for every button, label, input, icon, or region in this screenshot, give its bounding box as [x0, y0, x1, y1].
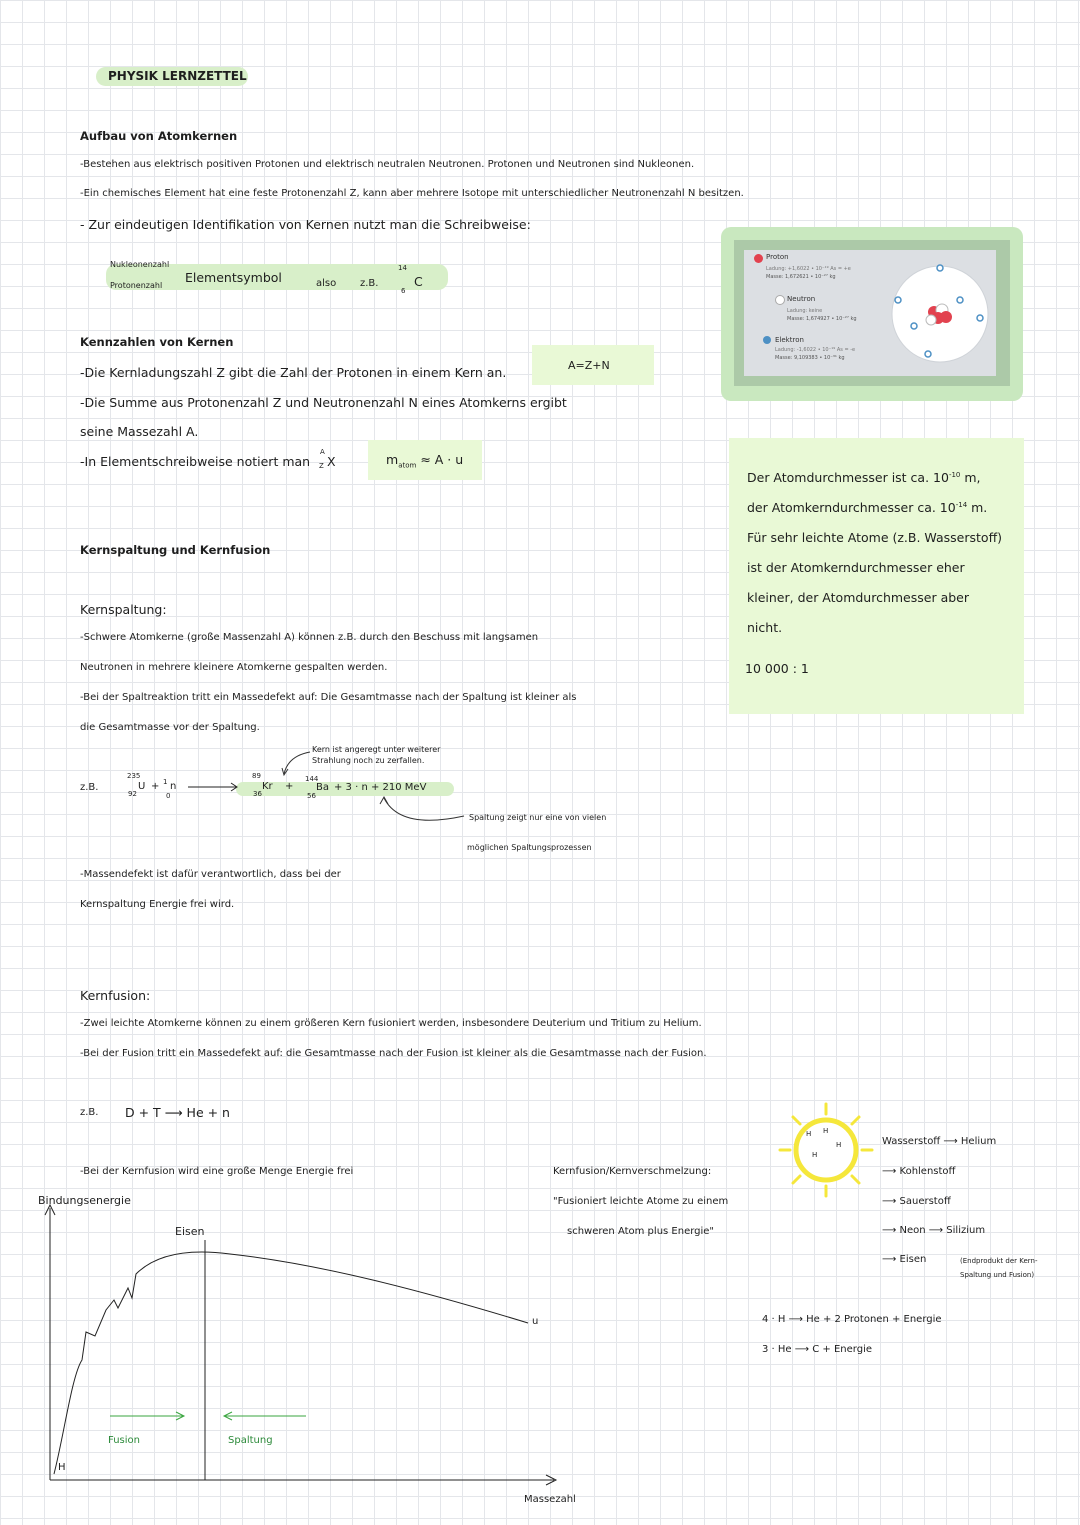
fission-reaction-arrow: [186, 781, 242, 793]
x-atomic-number: Z: [319, 462, 324, 470]
formula-azn: A=Z+N: [568, 359, 610, 372]
label-protonenzahl: Protonenzahl: [110, 281, 163, 290]
side-note-exp-2: -14: [955, 500, 968, 509]
graph-eisen-label: Eisen: [175, 1225, 205, 1238]
proton-title: Proton: [766, 253, 789, 261]
side-note-line-1: Der Atomdurchmesser ist ca. 10: [747, 470, 949, 485]
elektron-masse: Masse: 9,109383 • 10⁻³¹ kg: [775, 355, 845, 361]
side-note-line-3: Für sehr leichte Atome (z.B. Wasserstoff): [747, 530, 1003, 545]
x-symbol: X: [327, 454, 336, 469]
neutron-icon: [775, 295, 785, 305]
krypton-atomic-number: 36: [253, 790, 262, 798]
sun-h-2: H: [823, 1127, 829, 1135]
side-note-unit-1: m,: [960, 470, 981, 485]
massendefekt-line-1: -Massendefekt ist dafür verantwortlich, dass bei der: [80, 869, 341, 880]
carbon-symbol: C: [414, 274, 423, 289]
side-note-line-6: nicht.: [747, 620, 783, 635]
label-elementsymbol: Elementsymbol: [185, 270, 282, 285]
chain-item-5: ⟶ Eisen: [882, 1254, 927, 1265]
fission-annotation-curves: [270, 740, 470, 840]
fusion-definition-title: Kernfusion/Kernverschmelzung:: [553, 1166, 712, 1177]
kennzahlen-line-2: -Die Summe aus Protonenzahl Z und Neutronenzahl N eines Atomkerns ergibt: [80, 395, 567, 410]
side-note-exp-1: -10: [948, 470, 961, 479]
uranium-atomic-number: 92: [128, 790, 137, 798]
aufbau-bullet-1: -Bestehen aus elektrisch positiven Protonen und elektrisch neutralen Neutronen. Protonen und Neutronen sind Nukleonen.: [80, 159, 695, 170]
carbon-atomic-number: 6: [401, 287, 406, 295]
fission-eq-zb: z.B.: [80, 782, 99, 793]
neutron-symbol: n: [170, 781, 177, 792]
graph-spaltung-label: Spaltung: [228, 1435, 273, 1446]
kernfusion-line-2: -Bei der Fusion tritt ein Massedefekt auf: die Gesamtmasse nach der Fusion ist kleiner als die Gesamtmasse nach der Fusion.: [80, 1048, 707, 1059]
chain-item-4: ⟶ Neon ⟶ Silizium: [882, 1225, 986, 1236]
binding-energy-graph: [40, 1200, 570, 1500]
side-note-line-2: der Atomkerndurchmesser ca. 10: [747, 500, 956, 515]
barium-symbol: Ba: [316, 782, 329, 793]
graph-ylabel: Bindungsenergie: [38, 1194, 131, 1207]
fusion-definition-line-2: schweren Atom plus Energie": [567, 1226, 715, 1237]
matom-sub: atom: [398, 461, 417, 470]
kernspaltung-line-3: -Bei der Spaltreaktion tritt ein Massedefekt auf: Die Gesamtmasse nach der Spaltung ist kleiner als: [80, 692, 577, 703]
fusion-eq-zb: z.B.: [80, 1107, 99, 1118]
proton-icon: [754, 254, 763, 263]
eisen-note-1: (Endprodukt der Kern-: [960, 1257, 1038, 1265]
page-title: PHYSIK LERNZETTEL: [108, 69, 247, 83]
aufbau-bullet-3: - Zur eindeutigen Identifikation von Kernen nutzt man die Schreibweise:: [80, 217, 531, 232]
fusion-equation: D + T ⟶ He + n: [125, 1105, 230, 1120]
chain-item-3: ⟶ Sauerstoff: [882, 1196, 951, 1207]
side-note-line-5: kleiner, der Atomdurchmesser aber: [747, 590, 970, 605]
kernspaltung-line-4: die Gesamtmasse vor der Spaltung.: [80, 722, 260, 733]
proton-ladung: Ladung: +1,6022 • 10⁻¹⁹ As = +e: [766, 266, 851, 272]
heading-kennzahlen: Kennzahlen von Kernen: [80, 335, 234, 349]
kernspaltung-line-1: -Schwere Atomkerne (große Massenzahl A) können z.B. durch den Beschuss mit langsamen: [80, 632, 539, 643]
kennzahlen-line-4: -In Elementschreibweise notiert man: [80, 454, 311, 469]
krypton-mass-number: 89: [252, 772, 261, 780]
aufbau-bullet-2: -Ein chemisches Element hat eine feste Protonenzahl Z, kann aber mehrere Isotope mit unterschiedlicher Neutronenzahl N besitzen.: [80, 188, 744, 199]
annotation-bottom-1: Spaltung zeigt nur eine von vielen: [469, 813, 607, 822]
graph-h-label: H: [58, 1462, 66, 1473]
heading-kernspaltung: Kernspaltung:: [80, 602, 167, 617]
elektron-title: Elektron: [775, 336, 804, 344]
side-note-unit-2: m.: [967, 500, 988, 515]
kernfusion-line-1: -Zwei leichte Atomkerne können zu einem größeren Kern fusioniert werden, insbesondere Deuterium und Tritium zu Helium.: [80, 1018, 702, 1029]
graph-xlabel: Massezahl: [524, 1494, 576, 1505]
neutron-title: Neutron: [787, 295, 816, 303]
proton-masse: Masse: 1,672621 • 10⁻²⁷ kg: [766, 274, 836, 280]
neutron-atomic-number: 0: [166, 792, 171, 800]
barium-mass-number: 144: [305, 775, 319, 783]
side-note-line-4: ist der Atomkerndurchmesser eher: [747, 560, 965, 575]
label-zb-carbon: z.B.: [360, 278, 379, 289]
fusion-reaction-2: 3 · He ⟶ C + Energie: [762, 1344, 873, 1355]
annotation-top-2: Strahlung noch zu zerfallen.: [312, 756, 425, 765]
heading-kernfusion: Kernfusion:: [80, 988, 151, 1003]
side-note-ratio: 10 000 : 1: [745, 661, 809, 676]
neutron-ladung: Ladung: keine: [787, 308, 823, 314]
chain-item-2: ⟶ Kohlenstoff: [882, 1166, 956, 1177]
kennzahlen-line-1: -Die Kernladungszahl Z gibt die Zahl der Protonen in einem Kern an.: [80, 365, 507, 380]
neutron-mass-number: 1: [163, 778, 168, 786]
fission-eq-rest: + 3 · n + 210 MeV: [334, 782, 427, 793]
barium-atomic-number: 56: [307, 792, 316, 800]
kernspaltung-line-2: Neutronen in mehrere kleinere Atomkerne gespalten werden.: [80, 662, 388, 673]
krypton-symbol: Kr: [262, 781, 273, 792]
eisen-note-2: Spaltung und Fusion): [960, 1271, 1035, 1279]
sun-h-1: H: [806, 1130, 812, 1138]
electron-icon: [763, 336, 771, 344]
annotation-bottom-2: möglichen Spaltungsprozessen: [467, 843, 592, 852]
neutron-masse: Masse: 1,674927 • 10⁻²⁷ kg: [787, 316, 857, 322]
sun-h-3: H: [836, 1141, 842, 1149]
sun-icon: [776, 1100, 876, 1200]
kernfusion-energie: -Bei der Kernfusion wird eine große Menge Energie frei: [80, 1166, 354, 1177]
atom-orbit-diagram: [884, 256, 996, 372]
chain-item-1: Wasserstoff ⟶ Helium: [882, 1136, 997, 1147]
heading-aufbau: Aufbau von Atomkernen: [80, 129, 238, 143]
elektron-ladung: Ladung: -1,6022 • 10⁻¹⁹ As = -e: [775, 347, 856, 353]
massendefekt-line-2: Kernspaltung Energie frei wird.: [80, 899, 235, 910]
matom-rest: ≈ A · u: [420, 452, 464, 467]
fusion-definition-line-1: "Fusioniert leichte Atome zu einem: [553, 1196, 729, 1207]
label-also: also: [316, 278, 337, 289]
kennzahlen-line-3: seine Massezahl A.: [80, 424, 199, 439]
carbon-mass-number: 14: [398, 264, 407, 272]
fusion-reaction-1: 4 · H ⟶ He + 2 Protonen + Energie: [762, 1314, 942, 1325]
graph-fusion-label: Fusion: [108, 1435, 140, 1446]
sun-h-4: H: [812, 1151, 818, 1159]
matom-m: m: [386, 452, 399, 467]
fission-plus-2: +: [285, 781, 294, 792]
uranium-mass-number: 235: [127, 772, 141, 780]
uranium-symbol: U: [138, 781, 146, 792]
heading-kernspaltung-kernfusion: Kernspaltung und Kernfusion: [80, 543, 271, 557]
annotation-top-1: Kern ist angeregt unter weiterer: [312, 745, 441, 754]
x-mass-number: A: [320, 448, 325, 456]
label-nukleonenzahl: Nukleonenzahl: [110, 260, 170, 269]
fission-plus-1: +: [151, 781, 160, 792]
graph-u-label: u: [532, 1316, 539, 1327]
